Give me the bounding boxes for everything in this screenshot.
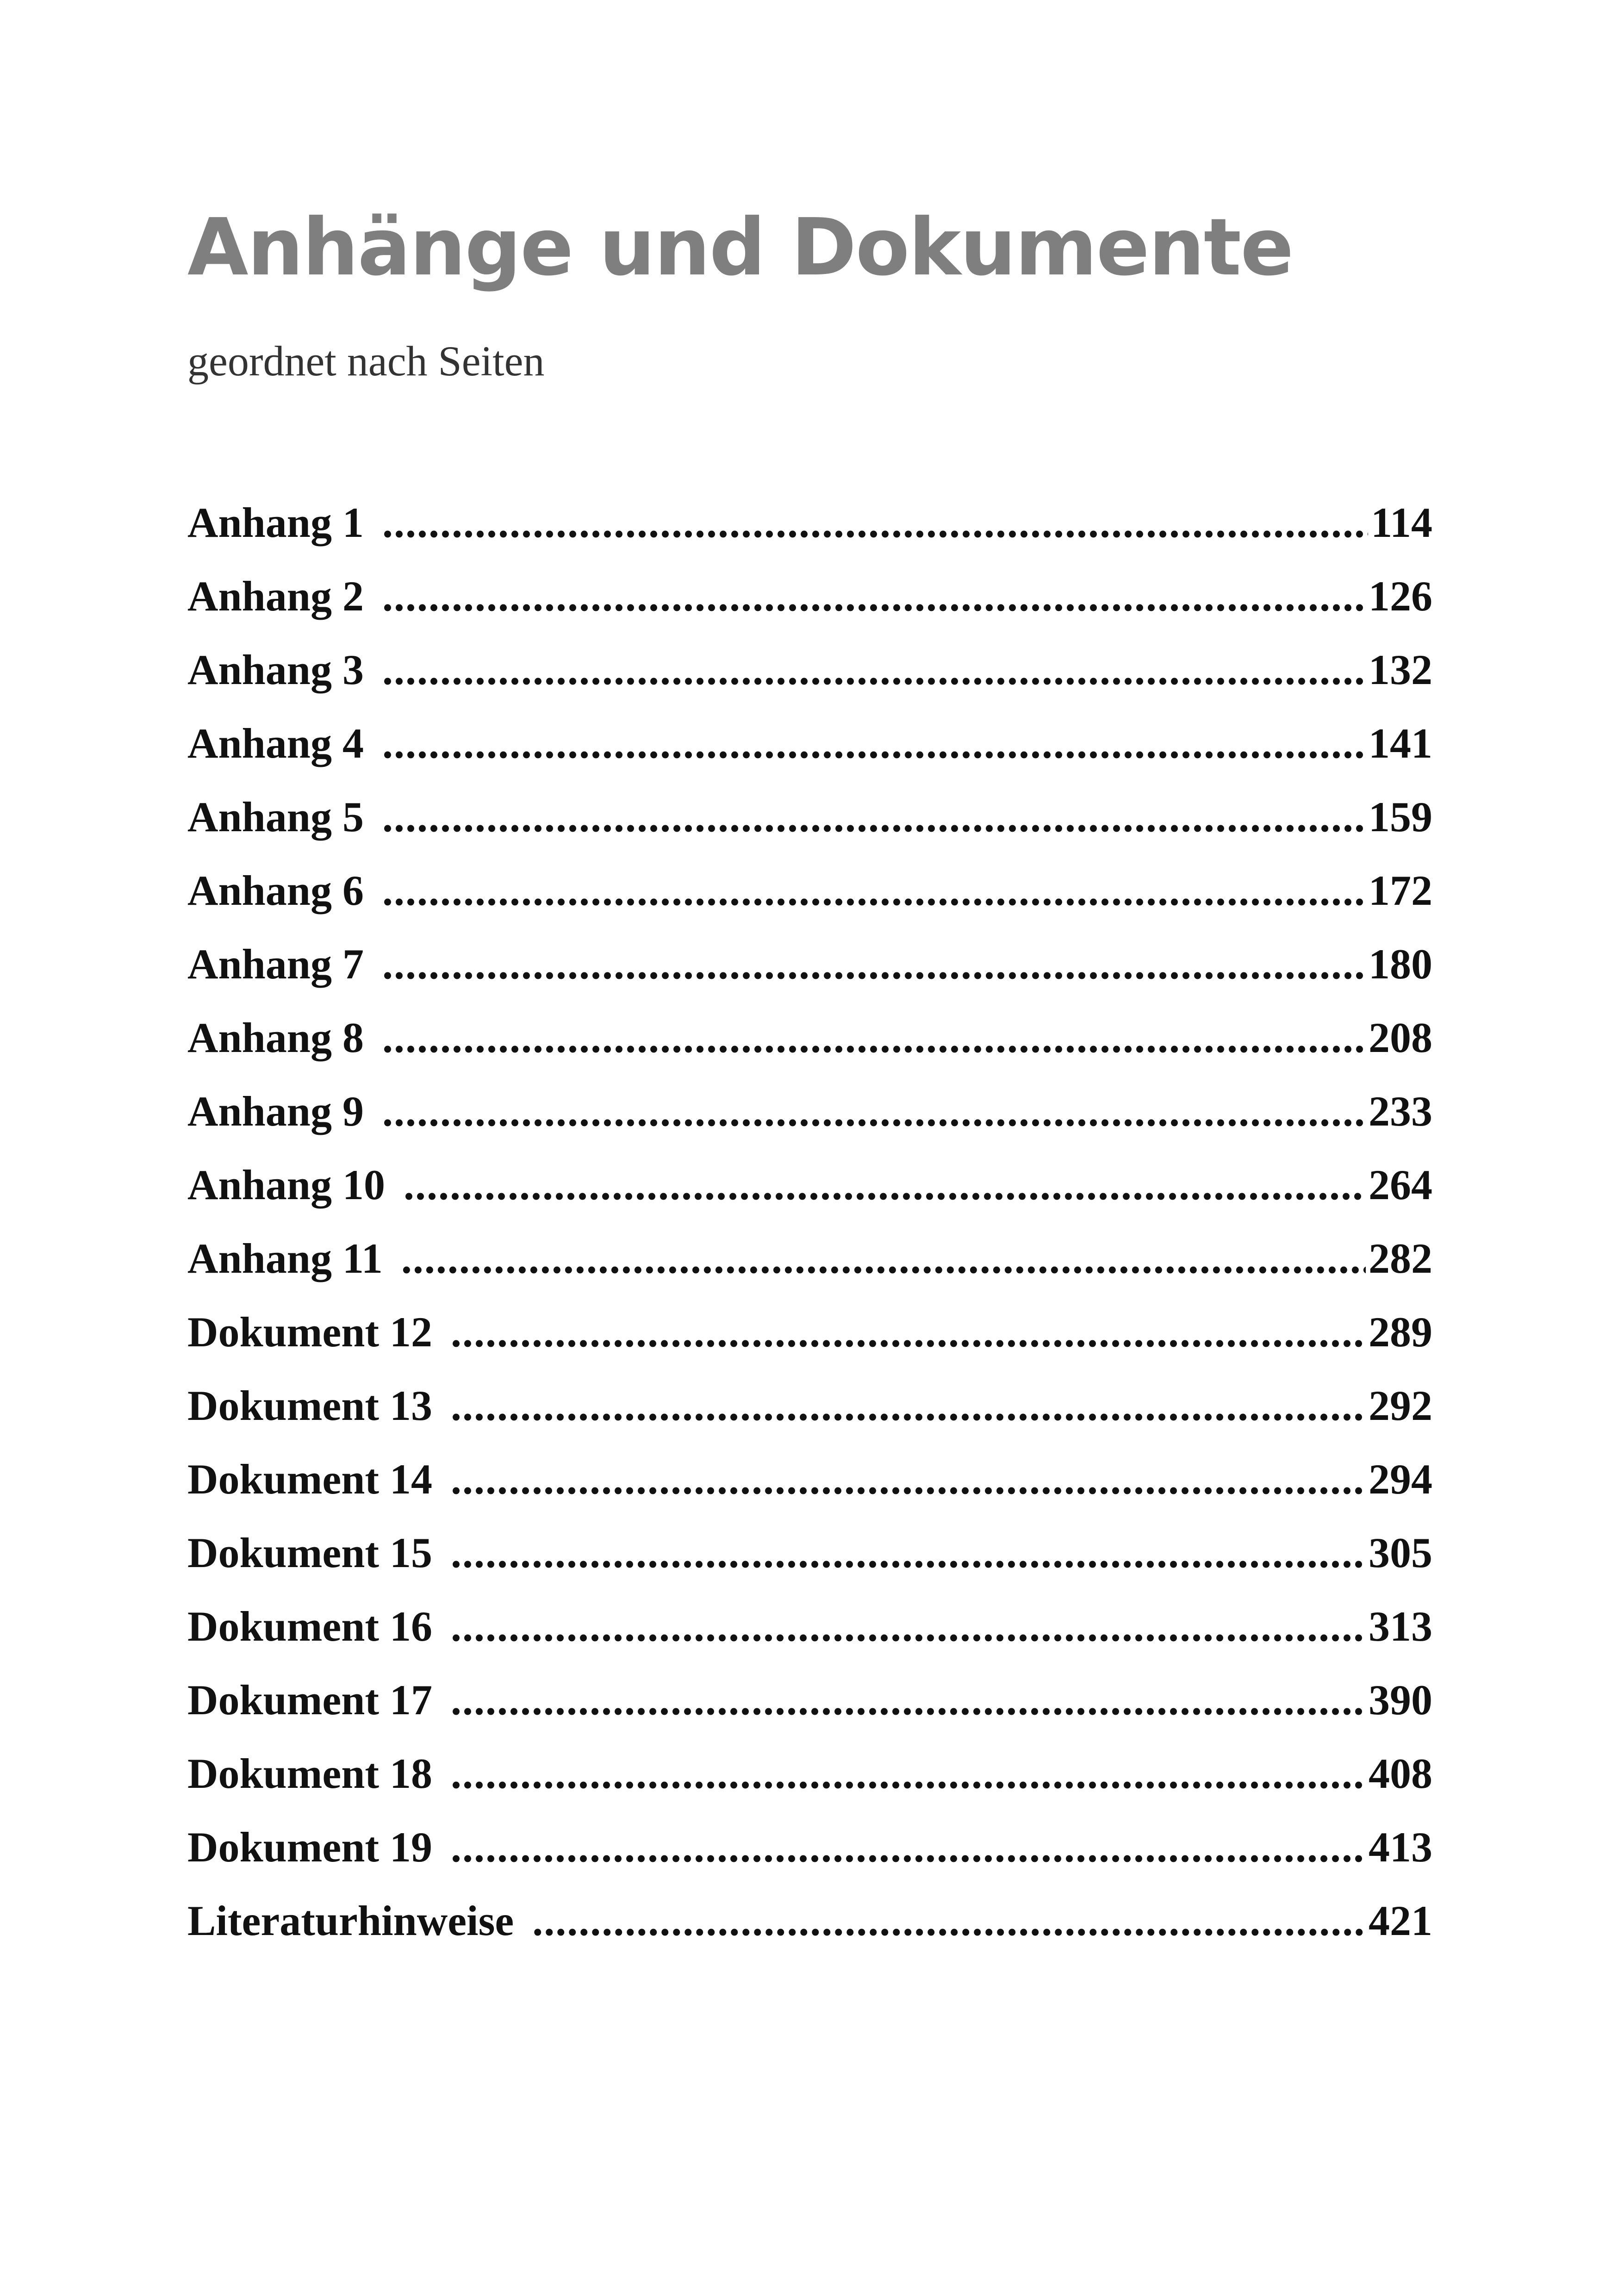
toc-entry-label: Dokument 16 <box>187 1603 433 1650</box>
toc-dot-leader <box>382 486 1368 560</box>
toc-entry-label: Anhang 8 <box>187 1014 364 1061</box>
toc-entry[interactable] <box>187 1737 1432 1811</box>
toc-entry-page: 233 <box>1369 1088 1432 1135</box>
toc-entry-page: 292 <box>1369 1382 1432 1429</box>
toc-dot-leader <box>382 707 1366 780</box>
toc-dot-leader <box>382 633 1366 707</box>
toc-entry-label: Dokument 18 <box>187 1750 433 1797</box>
page-subtitle: geordnet nach Seiten <box>187 337 545 385</box>
toc-dot-leader <box>401 1222 1366 1295</box>
toc-dot-leader <box>451 1590 1366 1663</box>
toc-entry[interactable] <box>187 1075 1432 1148</box>
toc-entry-page: 180 <box>1369 940 1432 988</box>
toc-entry-page: 305 <box>1369 1529 1432 1576</box>
toc-dot-leader <box>382 927 1366 1001</box>
toc-entry[interactable] <box>187 1369 1432 1443</box>
toc-entry[interactable] <box>187 1295 1432 1369</box>
toc-entry-label: Dokument 17 <box>187 1676 433 1724</box>
toc-entry[interactable] <box>187 1516 1432 1590</box>
toc-entry[interactable] <box>187 854 1432 927</box>
toc-entry-page: 208 <box>1369 1014 1432 1061</box>
toc-entry-page: 421 <box>1369 1897 1432 1944</box>
toc-entry-label: Dokument 19 <box>187 1823 433 1871</box>
toc-dot-leader <box>382 1001 1366 1075</box>
toc-dot-leader <box>451 1369 1366 1443</box>
toc-dot-leader <box>404 1148 1366 1222</box>
toc-dot-leader <box>382 1075 1366 1148</box>
table-of-contents <box>187 486 1432 1958</box>
toc-dot-leader <box>451 1443 1366 1516</box>
toc-entry[interactable] <box>187 1001 1432 1075</box>
toc-entry-label: Anhang 7 <box>187 940 364 988</box>
toc-dot-leader <box>382 854 1366 927</box>
toc-entry[interactable] <box>187 560 1432 633</box>
toc-entry[interactable] <box>187 1222 1432 1295</box>
toc-entry-label: Anhang 11 <box>187 1235 383 1282</box>
toc-entry[interactable] <box>187 1148 1432 1222</box>
toc-entry[interactable] <box>187 633 1432 707</box>
toc-entry-label: Anhang 5 <box>187 793 364 840</box>
toc-entry[interactable] <box>187 1590 1432 1663</box>
toc-dot-leader <box>382 780 1366 854</box>
toc-dot-leader <box>451 1516 1366 1590</box>
toc-entry-page: 408 <box>1369 1750 1432 1797</box>
toc-entry-page: 126 <box>1369 572 1432 620</box>
toc-entry-page: 413 <box>1369 1823 1432 1871</box>
toc-entry-label: Anhang 9 <box>187 1088 364 1135</box>
toc-entry-page: 390 <box>1369 1676 1432 1724</box>
toc-entry-label: Literaturhinweise <box>187 1897 514 1944</box>
toc-entry[interactable] <box>187 486 1432 560</box>
toc-entry-label: Anhang 4 <box>187 720 364 767</box>
toc-entry-page: 132 <box>1369 646 1432 693</box>
toc-entry[interactable] <box>187 1443 1432 1516</box>
toc-entry-label: Dokument 13 <box>187 1382 433 1429</box>
toc-entry[interactable] <box>187 1884 1432 1958</box>
toc-entry-label: Anhang 1 <box>187 499 364 546</box>
toc-entry-label: Anhang 6 <box>187 867 364 914</box>
toc-dot-leader <box>451 1737 1366 1811</box>
toc-entry-label: Anhang 3 <box>187 646 364 693</box>
toc-entry[interactable] <box>187 707 1432 780</box>
toc-entry-label: Dokument 14 <box>187 1456 433 1503</box>
toc-entry-page: 264 <box>1369 1161 1432 1208</box>
toc-entry[interactable] <box>187 1811 1432 1884</box>
toc-dot-leader <box>451 1811 1366 1884</box>
toc-entry-label: Dokument 12 <box>187 1308 433 1356</box>
toc-entry-page: 282 <box>1369 1235 1432 1282</box>
toc-entry-page: 294 <box>1369 1456 1432 1503</box>
toc-dot-leader <box>382 560 1366 633</box>
toc-dot-leader <box>451 1663 1366 1737</box>
toc-entry-page: 114 <box>1371 499 1432 546</box>
toc-entry-label: Anhang 10 <box>187 1161 385 1208</box>
toc-entry-page: 289 <box>1369 1308 1432 1356</box>
toc-entry[interactable] <box>187 780 1432 854</box>
toc-dot-leader <box>451 1295 1366 1369</box>
toc-entry-page: 172 <box>1369 867 1432 914</box>
toc-entry-page: 159 <box>1369 793 1432 840</box>
toc-entry[interactable] <box>187 1663 1432 1737</box>
toc-entry-label: Dokument 15 <box>187 1529 433 1576</box>
toc-entry-page: 313 <box>1369 1603 1432 1650</box>
toc-entry-label: Anhang 2 <box>187 572 364 620</box>
toc-dot-leader <box>532 1884 1366 1958</box>
page-title: Anhänge und Dokumente <box>187 202 1293 293</box>
toc-entry[interactable] <box>187 927 1432 1001</box>
toc-entry-page: 141 <box>1369 720 1432 767</box>
